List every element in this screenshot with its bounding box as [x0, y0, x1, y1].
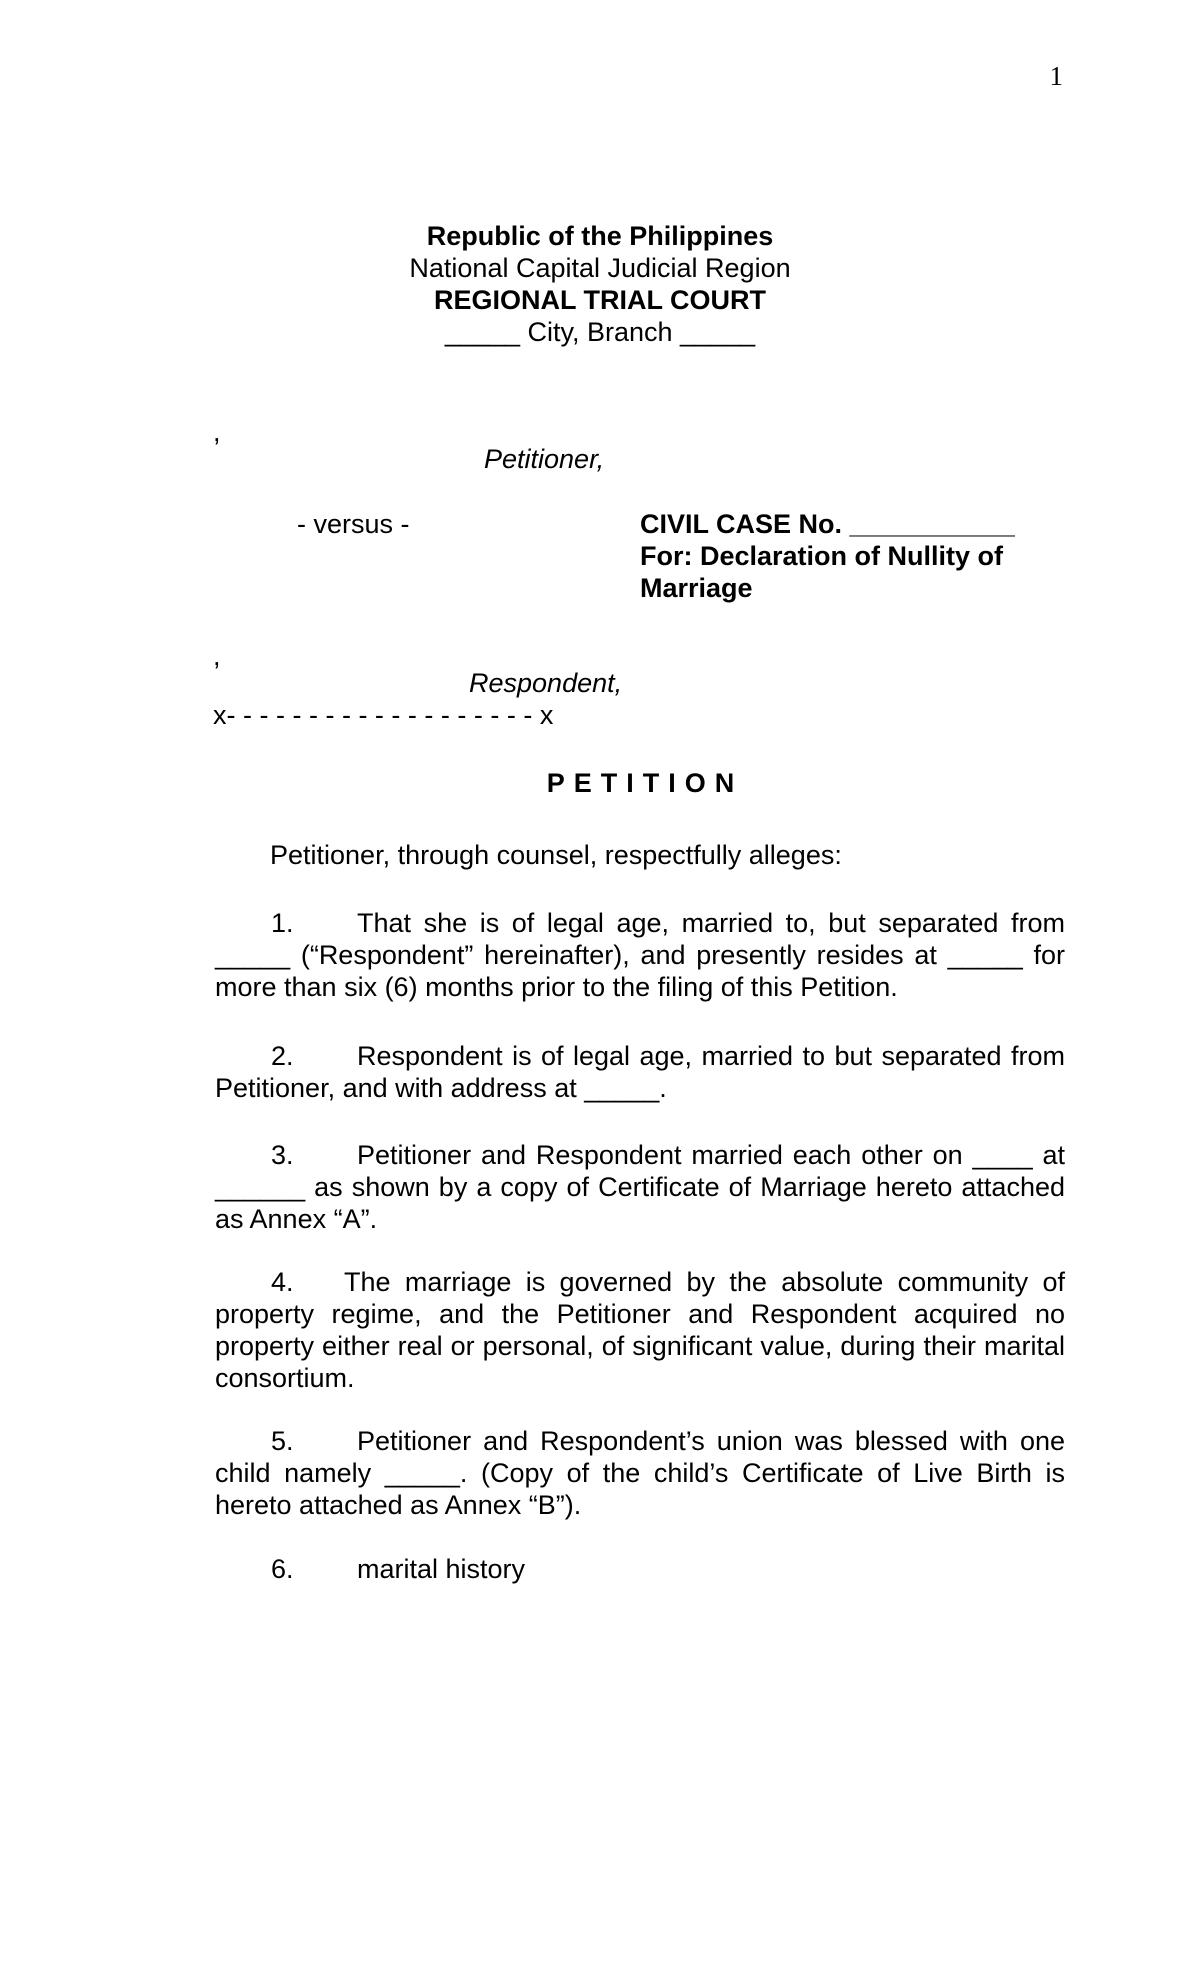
versus-label: - versus - [297, 509, 410, 539]
header-region: National Capital Judicial Region [409, 253, 791, 283]
paragraph-text: marital history [357, 1554, 526, 1584]
paragraph-5 [215, 1425, 1065, 1521]
intro-text: Petitioner, through counsel, respectfully alleges: [270, 840, 842, 870]
paragraph-2 [215, 1040, 1065, 1104]
civil-case-number: CIVIL CASE No. ___________ [640, 509, 1015, 539]
paragraph-number: 4. [271, 1267, 294, 1297]
paragraph-number: 1. [271, 908, 294, 938]
caption-separator: x- - - - - - - - - - - - - - - - - - - x [213, 700, 554, 730]
paragraph-number: 6. [271, 1554, 294, 1584]
court-header [0, 220, 1200, 348]
petition-title: PETITION [546, 768, 744, 798]
paragraph-text: Respondent is of legal age, married to but separated from Petitioner, and with address at _____. [215, 1041, 1065, 1103]
paragraph-6 [215, 1553, 1065, 1585]
paragraph-number: 5. [271, 1426, 294, 1456]
paragraph-3 [215, 1139, 1065, 1235]
header-republic: Republic of the Philippines [426, 221, 774, 251]
respondent-label: Respondent, [469, 668, 623, 698]
paragraph-text: That she is of legal age, married to, but separated from _____ (“Respondent” hereinafter), and presently resides at _____ for more than six (6) months prior to the filing of this Petition. [215, 908, 1065, 1002]
header-city-branch: _____ City, Branch _____ [444, 317, 756, 347]
paragraph-number: 2. [271, 1041, 294, 1071]
page-number: 1 [1049, 61, 1063, 91]
case-nature-line2: Marriage [640, 573, 753, 603]
respondent-name-comma: , [213, 641, 221, 671]
paragraph-text: The marriage is governed by the absolute community of property regime, and the Petitioner and Respondent acquired no property either real or personal, of significant value, during their marital consortium. [215, 1267, 1065, 1393]
paragraph-1 [215, 907, 1065, 1003]
petitioner-name-comma: , [213, 417, 221, 447]
paragraph-number: 3. [271, 1140, 294, 1170]
paragraph-text: Petitioner and Respondent married each other on ____ at ______ as shown by a copy of Certificate of Marriage hereto attached as Annex “A”. [215, 1140, 1065, 1234]
paragraph-4 [215, 1266, 1065, 1394]
paragraph-text: Petitioner and Respondent’s union was blessed with one child namely _____. (Copy of the child’s Certificate of Live Birth is hereto attached as Annex “B”). [215, 1426, 1065, 1520]
case-nature-line1: For: Declaration of Nullity of [640, 541, 1004, 571]
header-court: REGIONAL TRIAL COURT [433, 285, 766, 315]
petitioner-label: Petitioner, [484, 444, 605, 474]
